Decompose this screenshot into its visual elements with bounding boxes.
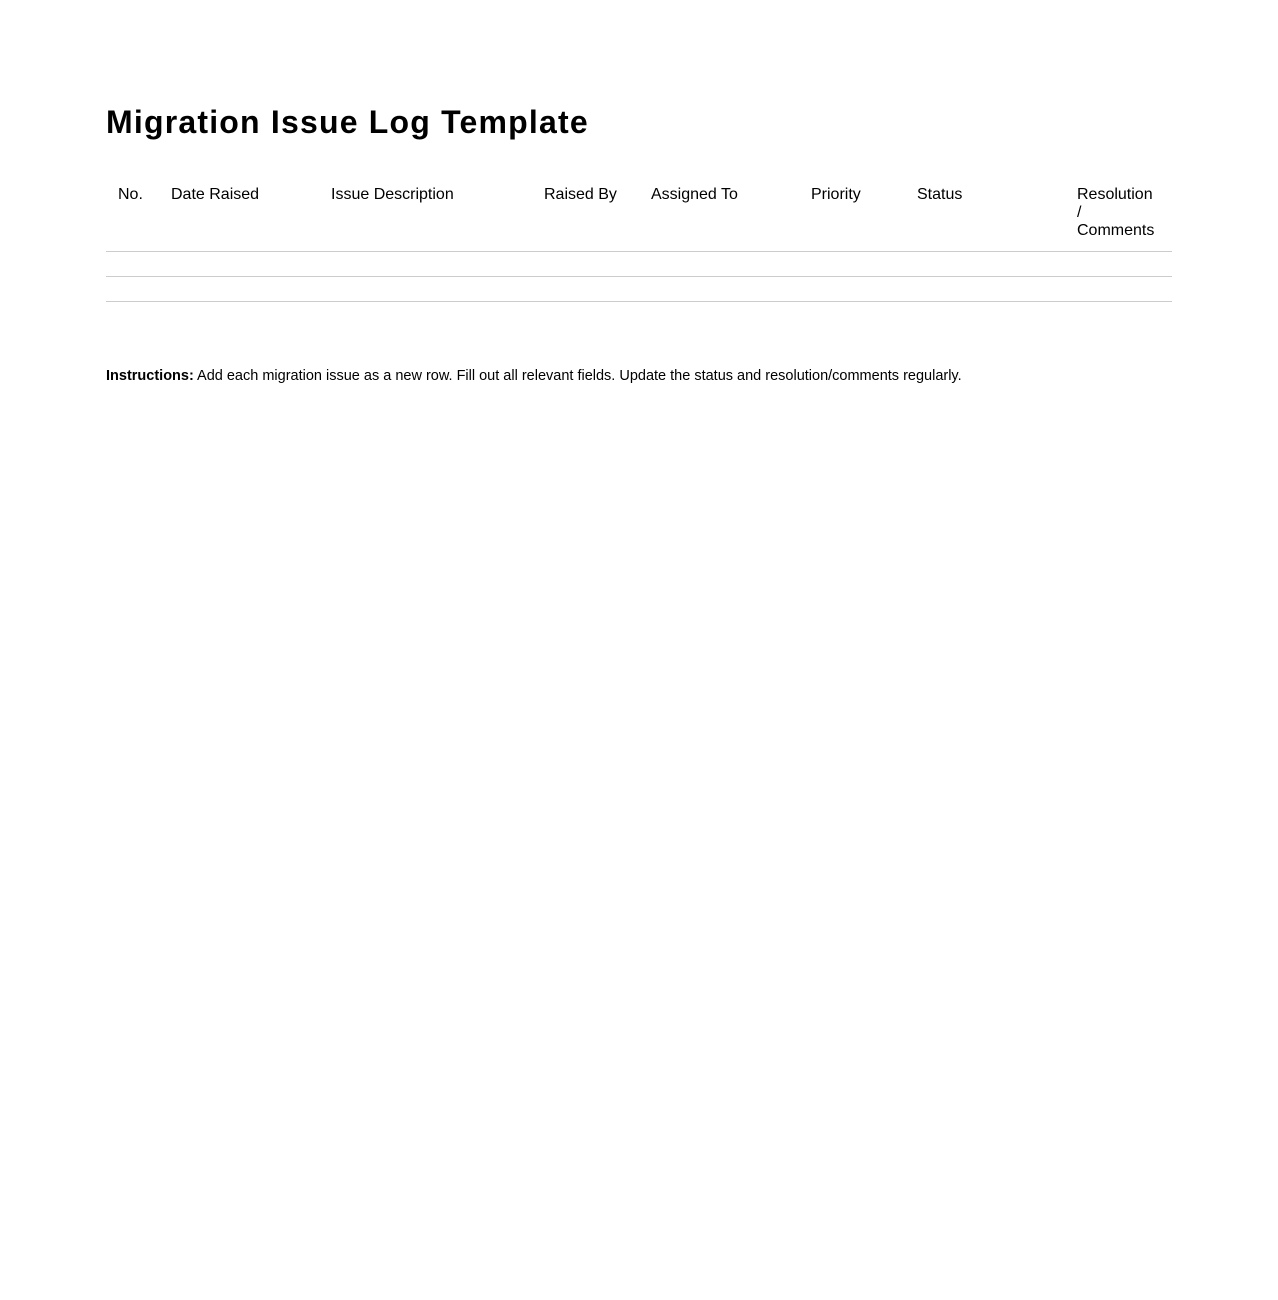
table-cell[interactable] [639,277,799,302]
header-assigned-to: Assigned To [639,174,799,252]
instructions-text: Add each migration issue as a new row. Fill out all relevant fields. Update the status and resolution/comments regularly. [193,368,962,384]
table-cell[interactable] [905,252,1065,277]
instructions [106,367,962,385]
table-cell[interactable] [532,277,639,302]
instructions-label: Instructions: [106,368,194,384]
header-raised-by: Raised By [532,174,639,252]
table-cell[interactable] [319,252,532,277]
table-cell[interactable] [159,252,319,277]
table-cell[interactable] [1065,252,1172,277]
table-cell[interactable] [799,252,905,277]
header-issue-description: Issue Description [319,174,532,252]
table-cell[interactable] [106,252,159,277]
table-cell[interactable] [319,277,532,302]
table-cell[interactable] [1065,277,1172,302]
table-cell[interactable] [532,252,639,277]
table-cell[interactable] [905,277,1065,302]
table-row [106,277,1172,302]
table-cell[interactable] [106,277,159,302]
table-header-row [106,174,1172,252]
table-cell[interactable] [639,252,799,277]
table-cell[interactable] [159,277,319,302]
table-row [106,252,1172,277]
header-date-raised: Date Raised [159,174,319,252]
issue-log-table [106,174,1172,302]
header-resolution-comments: Resolution / Comments [1065,174,1172,252]
header-no: No. [106,174,159,252]
table-cell[interactable] [799,277,905,302]
header-status: Status [905,174,1065,252]
page-title: Migration Issue Log Template [106,104,589,140]
header-priority: Priority [799,174,905,252]
